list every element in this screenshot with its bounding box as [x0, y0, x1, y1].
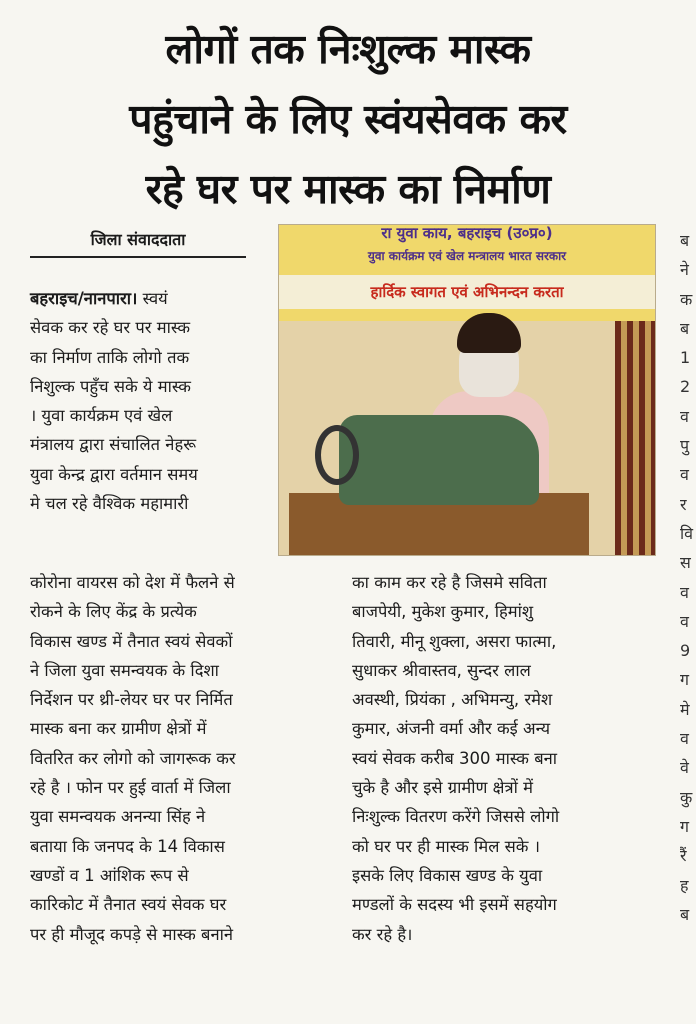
headline	[0, 14, 696, 224]
fragment-line: ब	[680, 904, 690, 924]
article-line: बहराइच/नानपारा। स्वयं	[30, 289, 168, 308]
fragment-line: व	[680, 729, 689, 749]
article-line: स्वयं सेवक करीब 300 मास्क बना	[352, 748, 558, 768]
article-line: मास्क बना कर ग्रामीण क्षेत्रों में	[30, 719, 207, 739]
article-line: इसके लिए विकास खण्ड के युवा	[352, 865, 543, 885]
fragment-line: रैं	[680, 846, 687, 866]
photo-curtain	[615, 321, 655, 555]
fragment-line: मे	[680, 699, 690, 719]
fragment-line: स	[680, 553, 691, 573]
article-line: बाजपेयी, मुकेश कुमार, हिमांशु	[352, 602, 534, 622]
article-line: मण्डलों के सदस्य भी इसमें सहयोग	[352, 895, 557, 915]
photo-banner	[279, 225, 655, 321]
fragment-line: ब	[680, 318, 690, 338]
sewing-machine-wheel	[315, 425, 359, 485]
article-line: विकास खण्ड में तैनात स्वयं सेवकों	[30, 631, 233, 651]
article-line: निशुल्क पहुँच सके ये मास्क	[30, 376, 191, 396]
fragment-line: क	[680, 289, 693, 309]
fragment-line: र	[680, 494, 687, 514]
fragment-line: पु	[680, 436, 690, 456]
article-line: का निर्माण ताकि लोगो तक	[30, 347, 190, 367]
fragment-line: कु	[680, 787, 693, 807]
article-line: । युवा कार्यक्रम एवं खेल	[30, 406, 173, 426]
fragment-line: 9	[680, 641, 691, 661]
article-line: कर रहे है।	[352, 924, 413, 944]
article-line: मंत्रालय द्वारा संचालित नेहरू	[30, 435, 197, 455]
article-line: निःशुल्क वितरण करेंगे जिससे लोगो	[352, 807, 560, 827]
fragment-line: ब	[680, 231, 690, 250]
byline: जिला संवाददाता	[30, 228, 246, 258]
article-line: ने जिला युवा समन्वयक के दिशा	[30, 660, 219, 680]
article-line: चुके है और इसे ग्रामीण क्षेत्रों में	[352, 778, 533, 798]
headline-line: रहे घर पर मास्क का निर्माण	[145, 165, 551, 213]
article-line: कोरोना वायरस को देश में फैलने से	[30, 573, 235, 592]
article-line: कारिकोट में तैनात स्वयं सेवक घर	[30, 895, 227, 915]
banner-text: रा युवा काय, बहराइच (उ०प्र०)	[381, 224, 553, 242]
article-line: खण्डों व 1 आंशिक रूप से	[30, 865, 189, 885]
article-column-2	[352, 568, 654, 949]
article-line: को घर पर ही मास्क मिल सके ।	[352, 836, 540, 856]
fragment-line: व	[680, 465, 689, 485]
article-line: का काम कर रहे है जिसमे सविता	[352, 573, 547, 592]
dateline: बहराइच/नानपारा।	[30, 289, 138, 308]
fragment-line: ग	[680, 816, 690, 836]
article-line: निर्देशन पर थ्री-लेयर घर पर निर्मित	[30, 690, 233, 710]
banner-text: हार्दिक स्वागत एवं अभिनन्दन करता	[370, 283, 564, 301]
article-line: पर ही मौजूद कपड़े से मास्क बनाने	[30, 924, 234, 944]
article-column-1-bottom	[30, 568, 328, 949]
fragment-line: व	[680, 582, 689, 602]
person-hair	[457, 313, 521, 353]
article-photo	[278, 224, 656, 556]
article-line: तिवारी, मीनू शुक्ला, असरा फात्मा,	[352, 631, 557, 651]
fragment-line: वि	[680, 523, 694, 543]
article-line: युवा समन्वयक अनन्या सिंह ने	[30, 807, 206, 827]
article-line: युवा केन्द्र द्वारा वर्तमान समय	[30, 464, 198, 484]
fragment-line: ने	[680, 260, 689, 280]
article-line: मे चल रहे वैश्विक महामारी	[30, 494, 189, 514]
article-line: रोकने के लिए केंद्र के प्रत्येक	[30, 602, 197, 622]
banner-text: युवा कार्यक्रम एवं खेल मन्त्रालय भारत सरकार	[367, 249, 567, 263]
fragment-line: 2	[680, 377, 691, 397]
fragment-line: व	[680, 406, 689, 426]
article-line: बताया कि जनपद के 14 विकास	[30, 836, 225, 856]
fragment-line: ह	[680, 875, 689, 895]
headline-line: पहुंचाने के लिए स्वंयसेवक कर	[129, 95, 567, 143]
article-column-1-top	[30, 284, 260, 518]
fragment-line: वे	[680, 758, 689, 778]
headline-line: लोगों तक निःशुल्क मास्क	[165, 25, 531, 73]
article-line: सुधाकर श्रीवास्तव, सुन्दर लाल	[352, 660, 531, 680]
fragment-line: 1	[680, 348, 691, 368]
article-line: रहे है । फोन पर हुई वार्ता में जिला	[30, 778, 231, 798]
fragment-line: ग	[680, 670, 690, 690]
sewing-machine	[339, 415, 539, 505]
article-line: अवस्थी, प्रियंका , अभिमन्यु, रमेश	[352, 690, 553, 710]
adjacent-column-fragment	[680, 226, 696, 1016]
fragment-line: व	[680, 611, 689, 631]
article-line: सेवक कर रहे घर पर मास्क	[30, 318, 191, 338]
article-line: वितरित कर लोगो को जागरूक कर	[30, 748, 236, 768]
article-line: कुमार, अंजनी वर्मा और कई अन्य	[352, 719, 551, 739]
